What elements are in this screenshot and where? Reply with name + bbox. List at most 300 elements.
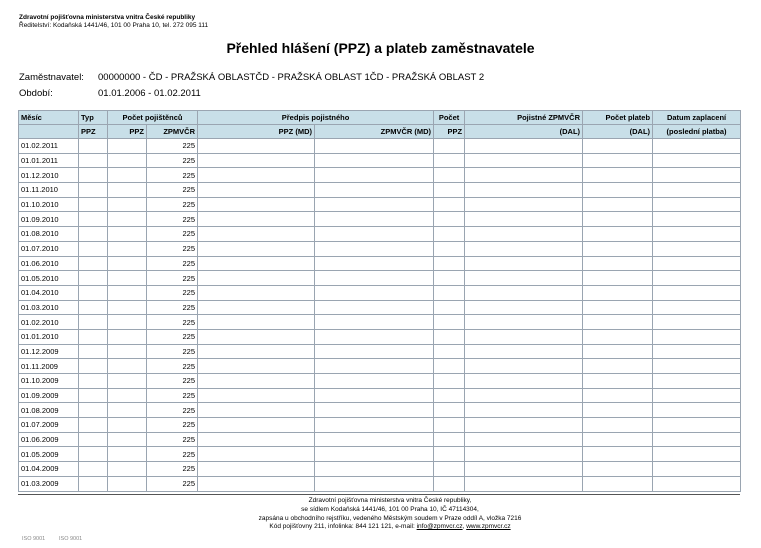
cell-empty (79, 212, 108, 227)
cell-empty (583, 403, 653, 418)
cell-empty (108, 315, 147, 330)
cell-empty (79, 432, 108, 447)
cell-zpmvcr: 225 (147, 344, 198, 359)
cell-empty (79, 183, 108, 198)
cell-zpmvcr: 225 (147, 374, 198, 389)
cell-empty (434, 227, 465, 242)
cell-empty (198, 212, 315, 227)
header-address: Ředitelství: Kodaňská 1441/46, 101 00 Praha 10, tel. 272 095 111 (19, 22, 209, 29)
cell-zpmvcr: 225 (147, 241, 198, 256)
cell-empty (108, 212, 147, 227)
table-row (19, 300, 741, 315)
cell-zpmvcr: 225 (147, 403, 198, 418)
cell-empty (434, 168, 465, 183)
cell-empty (108, 403, 147, 418)
cell-empty (79, 388, 108, 403)
cell-empty (465, 476, 583, 491)
cell-empty (583, 256, 653, 271)
cell-empty (583, 344, 653, 359)
cell-mesic: 01.10.2009 (19, 374, 79, 389)
cell-empty (198, 329, 315, 344)
table-row (19, 476, 741, 491)
cell-empty (79, 241, 108, 256)
table-row (19, 285, 741, 300)
cell-zpmvcr: 225 (147, 153, 198, 168)
col-predpis-header: Předpis pojistného (198, 111, 434, 125)
cell-zpmvcr: 225 (147, 418, 198, 433)
cell-empty (434, 447, 465, 462)
cell-empty (653, 271, 741, 286)
table-row (19, 241, 741, 256)
cell-empty (79, 197, 108, 212)
cell-empty (653, 476, 741, 491)
cell-empty (198, 183, 315, 198)
col-pojistne-dal: (DAL) (465, 125, 583, 139)
cell-empty (315, 227, 434, 242)
cell-empty (583, 374, 653, 389)
cell-empty (434, 432, 465, 447)
cell-empty (108, 418, 147, 433)
cell-empty (653, 374, 741, 389)
header-row-2 (19, 125, 741, 139)
cell-zpmvcr: 225 (147, 329, 198, 344)
cell-empty (108, 256, 147, 271)
cell-mesic: 01.01.2010 (19, 329, 79, 344)
cell-empty (465, 285, 583, 300)
cell-empty (653, 256, 741, 271)
cell-empty (583, 241, 653, 256)
col-pocet-pojistencu-header: Počet pojištěnců (108, 111, 198, 125)
employer-row (19, 72, 739, 84)
cell-empty (583, 359, 653, 374)
table-row (19, 344, 741, 359)
cell-empty (198, 241, 315, 256)
cell-empty (465, 344, 583, 359)
cell-empty (108, 197, 147, 212)
cell-empty (108, 388, 147, 403)
cell-empty (434, 329, 465, 344)
table-row (19, 153, 741, 168)
cell-empty (108, 476, 147, 491)
cell-mesic: 01.12.2010 (19, 168, 79, 183)
cell-empty (653, 462, 741, 477)
cell-empty (108, 139, 147, 154)
cell-empty (198, 447, 315, 462)
cell-mesic: 01.08.2010 (19, 227, 79, 242)
cell-empty (465, 197, 583, 212)
cell-empty (198, 153, 315, 168)
cell-empty (653, 344, 741, 359)
col-mesic-header: Měsíc (19, 111, 79, 125)
cell-empty (434, 197, 465, 212)
period-row (19, 88, 739, 100)
cell-empty (465, 432, 583, 447)
cell-empty (653, 403, 741, 418)
cell-empty (434, 315, 465, 330)
cell-mesic: 01.12.2009 (19, 344, 79, 359)
cell-empty (198, 256, 315, 271)
cell-empty (434, 403, 465, 418)
cell-empty (108, 374, 147, 389)
cell-empty (583, 153, 653, 168)
cell-empty (583, 227, 653, 242)
cell-empty (198, 168, 315, 183)
cell-empty (198, 315, 315, 330)
cell-empty (583, 315, 653, 330)
cell-empty (653, 197, 741, 212)
cell-empty (583, 285, 653, 300)
col-pp-ppz: PPZ (108, 125, 147, 139)
cell-empty (583, 476, 653, 491)
cell-zpmvcr: 225 (147, 271, 198, 286)
cell-empty (434, 183, 465, 198)
cell-empty (79, 359, 108, 374)
cell-empty (79, 271, 108, 286)
cell-empty (583, 462, 653, 477)
cell-empty (315, 374, 434, 389)
cell-empty (108, 153, 147, 168)
cell-empty (465, 388, 583, 403)
cell-mesic: 01.09.2010 (19, 212, 79, 227)
cell-empty (434, 388, 465, 403)
cell-empty (79, 447, 108, 462)
cell-zpmvcr: 225 (147, 256, 198, 271)
iso-mark-1: ISO 9001 (22, 536, 46, 542)
cell-empty (79, 476, 108, 491)
table-row (19, 168, 741, 183)
cell-empty (108, 329, 147, 344)
cell-empty (315, 183, 434, 198)
cell-mesic: 01.04.2009 (19, 462, 79, 477)
cell-empty (653, 212, 741, 227)
table-row (19, 462, 741, 477)
cell-empty (434, 153, 465, 168)
cell-empty (198, 418, 315, 433)
cell-empty (653, 241, 741, 256)
cell-empty (434, 462, 465, 477)
cell-empty (79, 285, 108, 300)
cell-mesic: 01.01.2011 (19, 153, 79, 168)
cell-empty (465, 139, 583, 154)
cell-empty (108, 432, 147, 447)
cell-empty (465, 153, 583, 168)
cell-empty (583, 197, 653, 212)
cell-empty (198, 462, 315, 477)
cell-empty (198, 432, 315, 447)
cell-empty (653, 285, 741, 300)
cell-mesic: 01.09.2009 (19, 388, 79, 403)
cell-mesic: 01.05.2010 (19, 271, 79, 286)
cell-empty (465, 300, 583, 315)
cell-empty (434, 285, 465, 300)
cell-empty (315, 153, 434, 168)
cell-empty (434, 241, 465, 256)
footer-email-link[interactable]: info@zpmvcr.cz (416, 523, 463, 531)
cell-empty (79, 227, 108, 242)
cell-mesic: 01.06.2010 (19, 256, 79, 271)
table-row (19, 139, 741, 154)
cell-empty (434, 139, 465, 154)
cell-empty (315, 476, 434, 491)
cell-empty (653, 418, 741, 433)
cell-empty (653, 153, 741, 168)
cell-zpmvcr: 225 (147, 476, 198, 491)
table-row (19, 359, 741, 374)
cell-empty (198, 139, 315, 154)
cell-empty (79, 329, 108, 344)
cell-empty (198, 197, 315, 212)
cell-mesic: 01.02.2010 (19, 315, 79, 330)
cell-empty (79, 153, 108, 168)
cell-empty (434, 256, 465, 271)
cell-empty (315, 139, 434, 154)
col-pojistne-header: Pojistné ZPMVČR (465, 111, 583, 125)
cell-empty (653, 447, 741, 462)
cell-empty (583, 271, 653, 286)
cell-empty (79, 418, 108, 433)
cell-zpmvcr: 225 (147, 462, 198, 477)
cell-empty (653, 300, 741, 315)
cell-zpmvcr: 225 (147, 447, 198, 462)
table-row (19, 227, 741, 242)
cell-empty (465, 256, 583, 271)
cell-empty (79, 403, 108, 418)
cell-empty (653, 183, 741, 198)
cell-empty (315, 241, 434, 256)
cell-empty (315, 432, 434, 447)
cell-empty (79, 315, 108, 330)
cell-empty (434, 476, 465, 491)
cell-empty (465, 241, 583, 256)
footer-divider (18, 494, 740, 495)
cell-zpmvcr: 225 (147, 183, 198, 198)
footer-web-link[interactable]: www.zpmvcr.cz (466, 523, 511, 531)
cell-empty (315, 418, 434, 433)
footer (200, 497, 580, 532)
col-typ-header: Typ (79, 111, 108, 125)
cell-zpmvcr: 225 (147, 227, 198, 242)
cell-empty (583, 447, 653, 462)
period-value: 01.01.2006 - 01.02.2011 (98, 88, 201, 99)
footer-contact: Kód pojišťovny 211, infolinka: 844 121 121, e-mail: (269, 523, 417, 531)
cell-empty (108, 227, 147, 242)
cell-empty (653, 227, 741, 242)
cell-empty (653, 168, 741, 183)
table-row (19, 271, 741, 286)
cell-mesic: 01.07.2010 (19, 241, 79, 256)
col-predpis-ppz: PPZ (MD) (198, 125, 315, 139)
table-row (19, 447, 741, 462)
cell-empty (108, 300, 147, 315)
table-row (19, 388, 741, 403)
footer-line-4 (200, 523, 580, 532)
cell-empty (465, 329, 583, 344)
period-label: Období: (19, 88, 53, 99)
cell-empty (465, 374, 583, 389)
cell-empty (79, 139, 108, 154)
col-plateb-dal: (DAL) (583, 125, 653, 139)
cell-empty (198, 285, 315, 300)
cell-zpmvcr: 225 (147, 139, 198, 154)
cell-empty (108, 271, 147, 286)
cell-empty (79, 168, 108, 183)
table-row (19, 212, 741, 227)
col-datum-header: Datum zaplacení (653, 111, 741, 125)
cell-empty (653, 139, 741, 154)
cell-empty (315, 168, 434, 183)
cell-mesic: 01.03.2009 (19, 476, 79, 491)
cell-empty (108, 285, 147, 300)
cell-zpmvcr: 225 (147, 432, 198, 447)
cell-empty (583, 168, 653, 183)
footer-line-1: Zdravotní pojišťovna ministerstva vnitra České republiky, (308, 497, 472, 504)
cell-empty (583, 139, 653, 154)
cell-mesic: 01.10.2010 (19, 197, 79, 212)
cell-empty (465, 168, 583, 183)
cell-empty (198, 227, 315, 242)
cell-empty (198, 300, 315, 315)
cell-empty (434, 359, 465, 374)
cell-empty (108, 183, 147, 198)
cell-mesic: 01.11.2010 (19, 183, 79, 198)
cell-empty (465, 315, 583, 330)
cell-empty (583, 329, 653, 344)
cell-zpmvcr: 225 (147, 388, 198, 403)
cell-empty (198, 271, 315, 286)
cell-empty (315, 388, 434, 403)
cell-zpmvcr: 225 (147, 315, 198, 330)
cell-empty (653, 388, 741, 403)
cell-empty (315, 315, 434, 330)
cell-empty (465, 403, 583, 418)
col-pocet-plateb-header: Počet plateb (583, 111, 653, 125)
cell-empty (583, 418, 653, 433)
cell-zpmvcr: 225 (147, 359, 198, 374)
footer-line-2: se sídlem Kodaňská 1441/46, 101 00 Praha 10, IČ 47114304, (301, 505, 479, 513)
cell-mesic: 01.05.2009 (19, 447, 79, 462)
header-row-1 (19, 111, 741, 125)
table-row (19, 374, 741, 389)
cell-empty (653, 359, 741, 374)
cell-empty (315, 197, 434, 212)
cell-empty (583, 212, 653, 227)
cell-zpmvcr: 225 (147, 197, 198, 212)
cell-mesic: 01.04.2010 (19, 285, 79, 300)
cell-empty (198, 403, 315, 418)
cell-empty (465, 271, 583, 286)
footer-separator: , (462, 523, 467, 531)
cell-mesic: 01.02.2011 (19, 139, 79, 154)
cell-mesic: 01.03.2010 (19, 300, 79, 315)
table-row (19, 315, 741, 330)
col-pp-zpmvcr: ZPMVČR (147, 125, 198, 139)
cell-empty (79, 300, 108, 315)
cell-empty (315, 462, 434, 477)
cell-mesic: 01.06.2009 (19, 432, 79, 447)
cell-empty (315, 285, 434, 300)
cell-mesic: 01.08.2009 (19, 403, 79, 418)
cell-empty (465, 183, 583, 198)
cell-empty (108, 344, 147, 359)
page-title: Přehled hlášení (PPZ) a plateb zaměstnavatele (226, 40, 535, 56)
cell-empty (79, 256, 108, 271)
cell-empty (465, 212, 583, 227)
cell-empty (79, 344, 108, 359)
table-row (19, 403, 741, 418)
cell-empty (583, 183, 653, 198)
col-mesic-sub (19, 125, 79, 139)
cell-empty (315, 256, 434, 271)
cell-empty (108, 462, 147, 477)
cell-empty (465, 359, 583, 374)
col-datum-posledni: (poslední platba) (653, 125, 741, 139)
cell-empty (465, 447, 583, 462)
cell-empty (108, 447, 147, 462)
cell-empty (653, 329, 741, 344)
table-row (19, 256, 741, 271)
employer-value: 00000000 - ČD - PRAŽSKÁ OBLASTČD - PRAŽSKÁ OBLAST 1ČD - PRAŽSKÁ OBLAST 2 (98, 72, 485, 83)
cell-zpmvcr: 225 (147, 168, 198, 183)
cell-zpmvcr: 225 (147, 285, 198, 300)
cell-empty (465, 227, 583, 242)
cell-empty (315, 271, 434, 286)
table-row (19, 418, 741, 433)
cell-empty (315, 329, 434, 344)
cell-empty (198, 388, 315, 403)
table-row (19, 432, 741, 447)
cell-empty (653, 315, 741, 330)
table-row (19, 197, 741, 212)
cell-empty (434, 212, 465, 227)
cell-empty (108, 168, 147, 183)
cell-empty (465, 418, 583, 433)
cell-empty (198, 476, 315, 491)
cell-empty (583, 388, 653, 403)
col-typ-ppz: PPZ (79, 125, 108, 139)
col-predpis-zpmvcr: ZPMVČR (MD) (315, 125, 434, 139)
cell-empty (434, 418, 465, 433)
table-row (19, 329, 741, 344)
cell-empty (465, 462, 583, 477)
cell-empty (434, 374, 465, 389)
cell-empty (198, 344, 315, 359)
cell-mesic: 01.07.2009 (19, 418, 79, 433)
footer-line-3: zapsána u obchodního rejstříku, vedeného Městským soudem v Praze oddíl A, vložka 7216 (258, 514, 522, 522)
cell-empty (315, 359, 434, 374)
cell-empty (583, 300, 653, 315)
cell-empty (653, 432, 741, 447)
col-pocet-ppz: PPZ (434, 125, 465, 139)
iso-mark-2: ISO 9001 (59, 536, 83, 542)
cell-empty (434, 300, 465, 315)
employer-label: Zaměstnavatel: (19, 72, 84, 83)
cell-empty (198, 374, 315, 389)
cell-empty (315, 447, 434, 462)
cell-zpmvcr: 225 (147, 300, 198, 315)
cell-empty (315, 344, 434, 359)
cell-empty (434, 271, 465, 286)
report-table (18, 110, 741, 492)
cell-empty (315, 300, 434, 315)
col-pocet-header: Počet (434, 111, 465, 125)
table-row (19, 183, 741, 198)
cell-empty (79, 374, 108, 389)
cell-zpmvcr: 225 (147, 212, 198, 227)
cell-empty (198, 359, 315, 374)
cell-empty (583, 432, 653, 447)
cell-empty (79, 462, 108, 477)
cell-empty (108, 359, 147, 374)
